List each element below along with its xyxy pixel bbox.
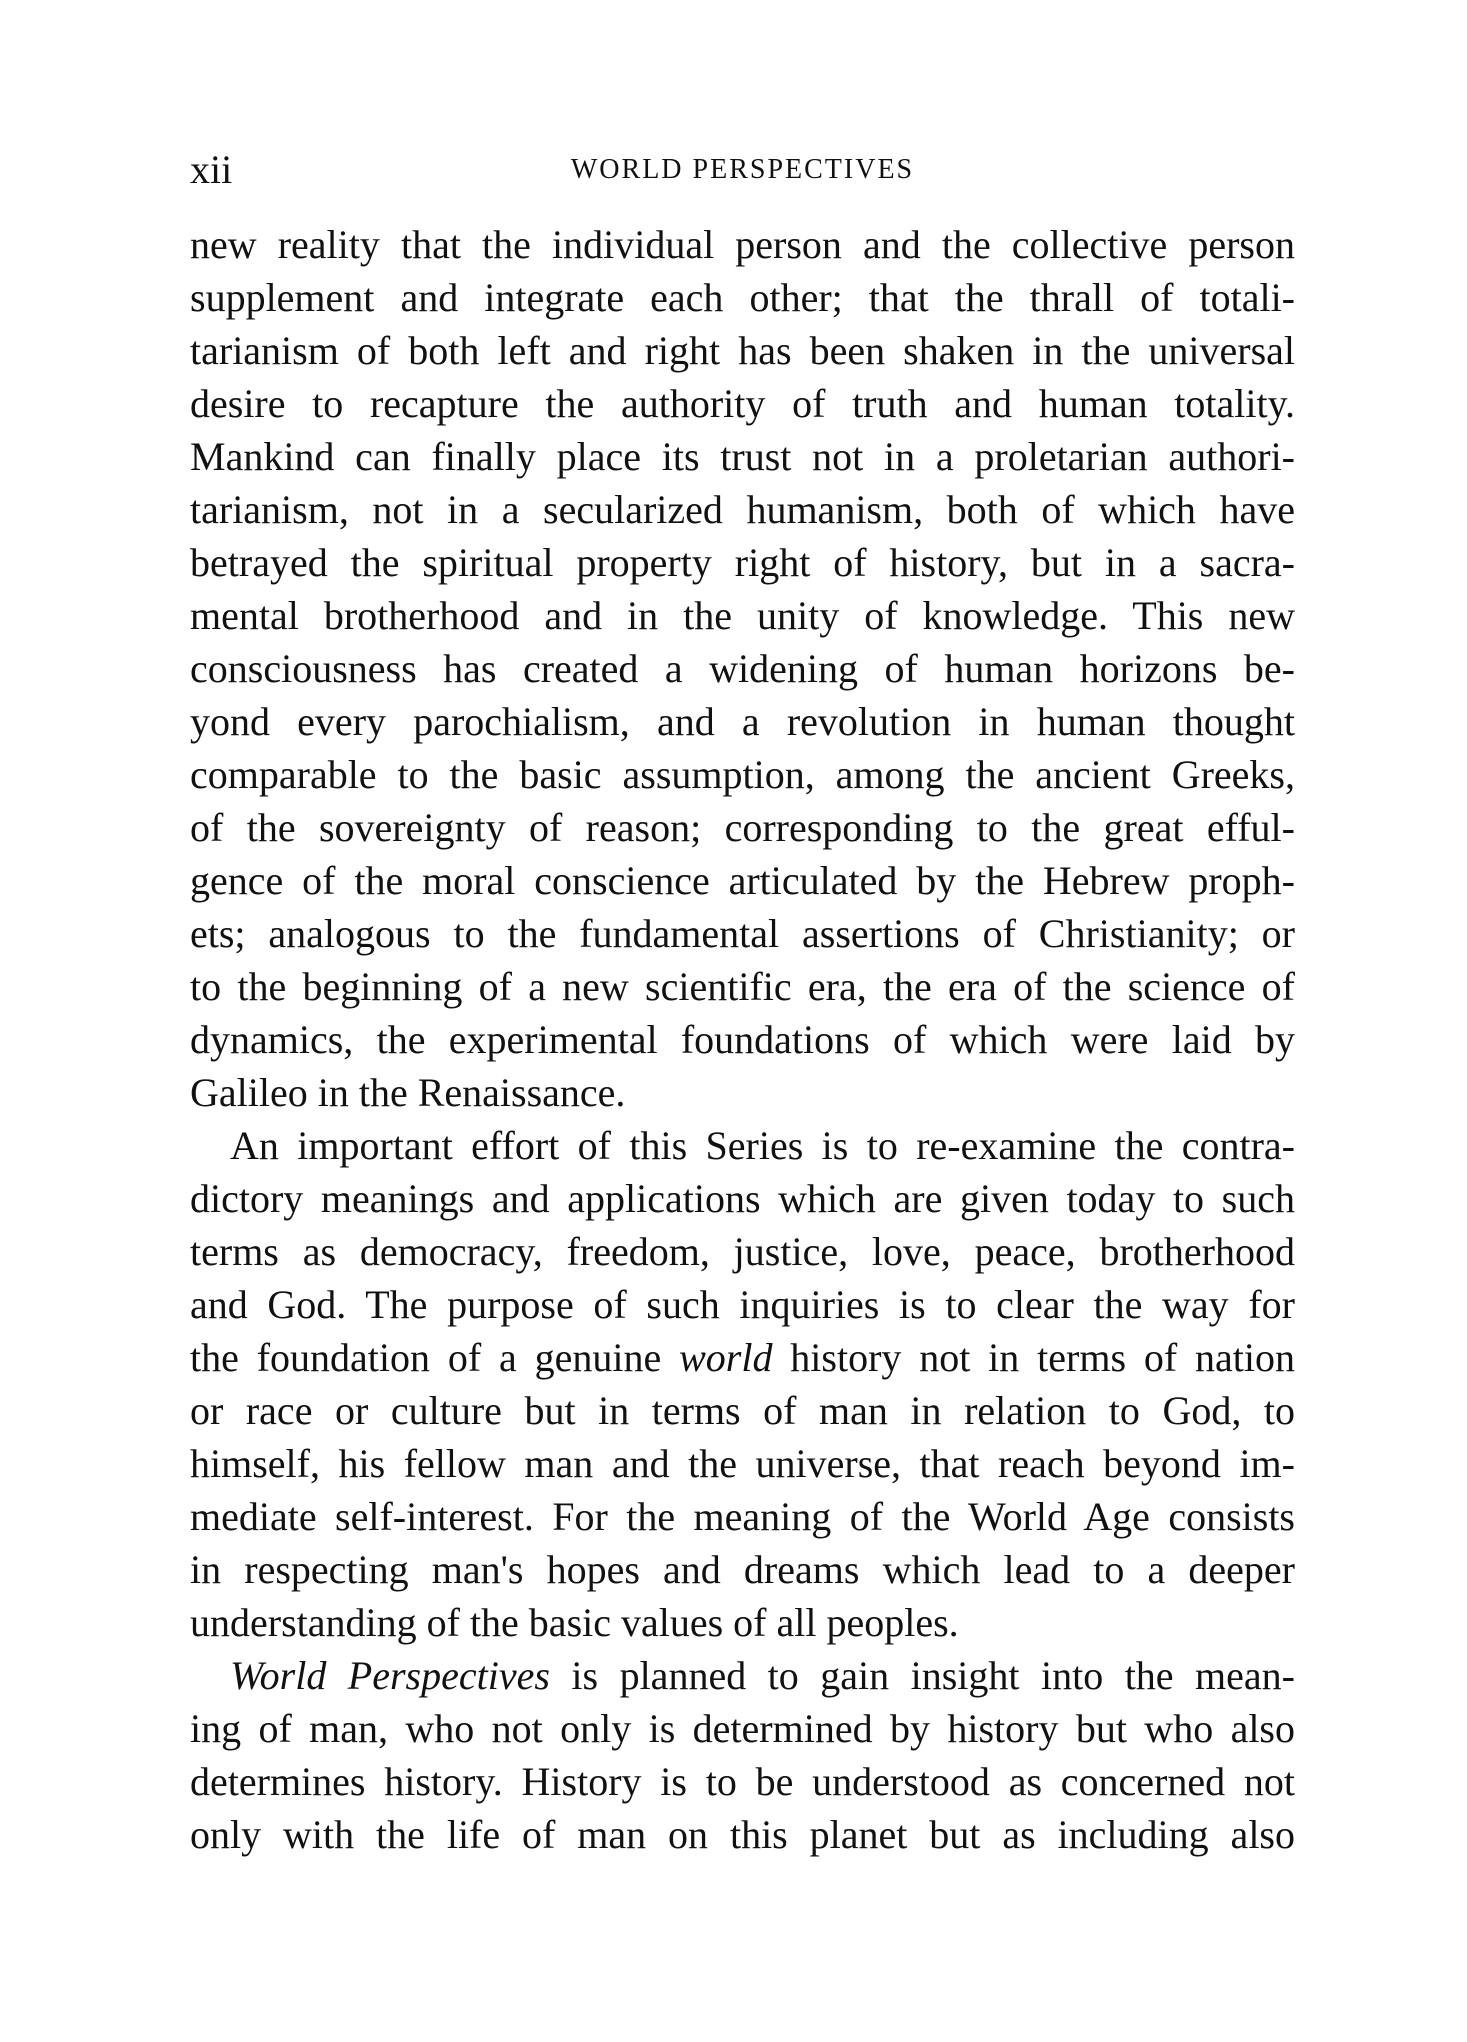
text-line: of the sovereignty of reason; corresponding to the great efful-	[190, 805, 1295, 850]
text-line: dynamics, the experimental foundations of which were laid by	[190, 1017, 1295, 1062]
text-line: Galileo in the Renaissance.	[190, 1070, 626, 1115]
text-line: in respecting man's hopes and dreams which lead to a deeper	[190, 1547, 1295, 1592]
text-line: terms as democracy, freedom, justice, love, peace, brotherhood	[190, 1229, 1295, 1274]
text-line: comparable to the basic assumption, among the ancient Greeks,	[190, 752, 1295, 797]
text-line	[190, 1649, 1295, 1702]
text-line: yond every parochialism, and a revolution in human thought	[190, 699, 1295, 744]
text-line: gence of the moral conscience articulated by the Hebrew proph-	[190, 858, 1295, 903]
body-text	[190, 218, 1295, 1861]
text-line: understanding of the basic values of all peoples.	[190, 1600, 959, 1645]
text-line: and God. The purpose of such inquiries is to clear the way for	[190, 1282, 1295, 1327]
text-run: the foundation of a genuine	[190, 1335, 680, 1380]
text-line: betrayed the spiritual property right of history, but in a sacra-	[190, 540, 1295, 585]
text-line: ets; analogous to the fundamental assertions of Christianity; or	[190, 911, 1295, 956]
paragraph-3	[190, 1649, 1295, 1861]
text-line	[190, 1331, 1295, 1384]
paragraph-2	[190, 1119, 1295, 1649]
text-line: ing of man, who not only is determined by history but who also	[190, 1706, 1295, 1751]
text-line: mental brotherhood and in the unity of knowledge. This new	[190, 593, 1295, 638]
running-title: WORLD PERSPECTIVES	[570, 154, 915, 185]
text-line: new reality that the individual person and the collective person	[190, 222, 1295, 267]
text-line: tarianism, not in a secularized humanism, both of which have	[190, 487, 1295, 532]
text-line: determines history. History is to be understood as concerned not	[190, 1759, 1295, 1804]
text-line: or race or culture but in terms of man in relation to God, to	[190, 1388, 1295, 1433]
italic-term: world	[679, 1335, 773, 1380]
text-run: history not in terms of nation	[772, 1335, 1295, 1380]
series-title: World Perspectives	[230, 1653, 550, 1698]
page-number: xii	[190, 147, 233, 192]
text-line: dictory meanings and applications which are given today to such	[190, 1176, 1295, 1221]
text-line: An important effort of this Series is to re-examine the contra-	[230, 1123, 1295, 1168]
running-head	[190, 145, 1295, 195]
text-line: desire to recapture the authority of truth and human totality.	[190, 381, 1295, 426]
paragraph-1	[190, 218, 1295, 1119]
text-line: tarianism of both left and right has been shaken in the universal	[190, 328, 1295, 373]
text-line: only with the life of man on this planet but as including also	[190, 1812, 1295, 1857]
text-line: himself, his fellow man and the universe, that reach beyond im-	[190, 1441, 1295, 1486]
text-line: consciousness has created a widening of human horizons be-	[190, 646, 1295, 691]
text-line: Mankind can finally place its trust not in a proletarian authori-	[190, 434, 1295, 479]
text-line: supplement and integrate each other; that the thrall of totali-	[190, 275, 1295, 320]
text-run: is planned to gain insight into the mean-	[549, 1653, 1295, 1698]
text-line: mediate self-interest. For the meaning of the World Age consists	[190, 1494, 1295, 1539]
text-line: to the beginning of a new scientific era, the era of the science of	[190, 964, 1295, 1009]
